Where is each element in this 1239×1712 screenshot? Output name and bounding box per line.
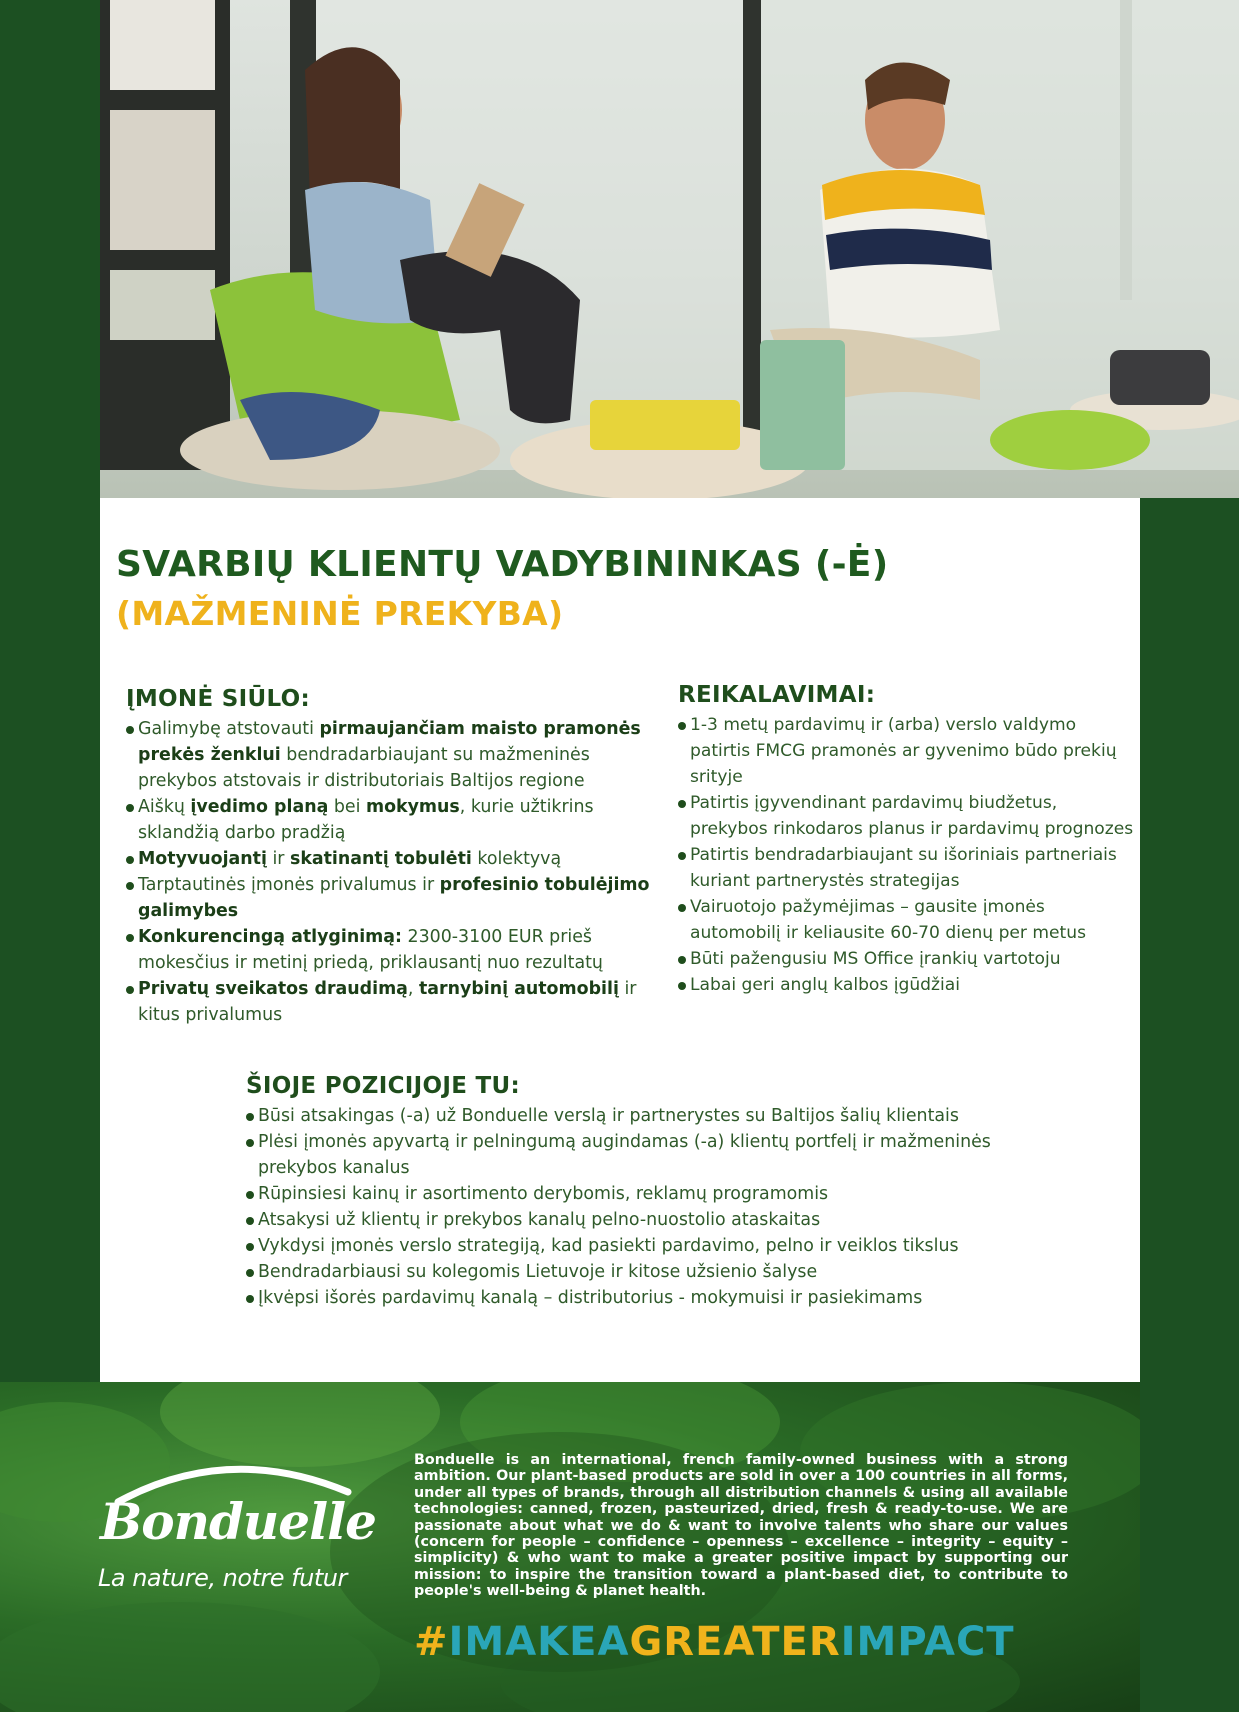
offer-item-text: ir [266, 849, 290, 869]
requirements-section [678, 682, 1136, 998]
bonduelle-logo [98, 1452, 376, 1602]
requirement-item: Labai geri anglų kalbos įgūdžiai [678, 972, 1136, 998]
role-heading: ŠIOJE POZICIJOJE TU: [246, 1073, 520, 1099]
offer-item-text: ir kitus privalumus [138, 979, 637, 1025]
offer-item [126, 872, 666, 924]
requirement-item: Būti pažengusiu MS Office įrankių vartotoju [678, 946, 1136, 972]
offer-item [126, 794, 666, 846]
hashtag-symbol: # [414, 1619, 449, 1665]
role-item: Įkvėpsi išorės pardavimų kanalą – distributorius - mokymuisi ir pasiekimams [246, 1285, 1046, 1311]
offer-section [126, 686, 666, 1028]
requirement-item: Patirtis įgyvendinant pardavimų biudžetus, prekybos rinkodaros planus ir pardavimų prognozes [678, 790, 1136, 842]
offer-item-text: bei [328, 797, 366, 817]
offer-item-text: Galimybę atstovauti [138, 719, 320, 739]
offer-item-text: , kurie užtikrins sklandžią darbo pradžią [138, 797, 594, 843]
role-list [246, 1103, 1046, 1311]
hashtag-part-1: IMAKEA [448, 1619, 630, 1665]
offer-item-emphasis: Motyvuojantį [138, 849, 267, 869]
offer-item-text: , [407, 979, 419, 999]
requirement-item: Vairuotojo pažymėjimas – gausite įmonės automobilį ir keliausite 60-70 dienų per metus [678, 894, 1136, 946]
offer-heading: ĮMONĖ SIŪLO: [126, 686, 310, 712]
footer-banner [0, 1382, 1140, 1712]
office-scene-illustration [100, 0, 1239, 498]
hashtag-part-3: IMPACT [840, 1619, 1015, 1665]
requirements-list [678, 712, 1136, 998]
offer-item-emphasis: įvedimo planą [190, 797, 329, 817]
role-item: Rūpinsiesi kainų ir asortimento derybomis, reklamų programomis [246, 1181, 1046, 1207]
job-ad-card [100, 498, 1140, 1382]
requirements-heading: REIKALAVIMAI: [678, 682, 876, 708]
offer-item-text: Tarptautinės įmonės privalumus ir [138, 875, 440, 895]
logo-wordmark: Bonduelle [100, 1492, 376, 1551]
company-description: Bonduelle is an international, french family-owned business with a strong ambition. Our plant-based products are sold in over a 100 countries in all forms, under all types of brands, through all distribution channels & using all available technologies: canned, frozen, pasteurized, dried, fresh & ready-to-use. We are passionate about what we do & want to involve talents who share our values (concern for people – confidence – openness – excellence – integrity – equity – simplicity) & who want to make a greater positive impact by supporting our mission: to inspire the transition toward a plant-based diet, to contribute to people's well-being & planet health. [414, 1452, 1068, 1600]
offer-item-text: Aiškų [138, 797, 191, 817]
job-title: SVARBIŲ KLIENTŲ VADYBININKAS (-Ė) [116, 544, 889, 585]
offer-item-emphasis: Konkurencingą atlyginimą: [138, 927, 402, 947]
offer-item [126, 846, 666, 872]
role-item: Būsi atsakingas (-a) už Bonduelle verslą ir partnerystes su Baltijos šalių klientais [246, 1103, 1046, 1129]
campaign-hashtag [414, 1619, 1015, 1665]
role-item: Vykdysi įmonės verslo strategiją, kad pasiekti pardavimo, pelno ir veiklos tikslus [246, 1233, 1046, 1259]
hero-photo [100, 0, 1239, 498]
offer-item-emphasis: mokymus [365, 797, 460, 817]
offer-item-emphasis: tarnybinį automobilį [418, 979, 619, 999]
offer-item-text: kolektyvą [471, 849, 562, 869]
role-section [246, 1073, 1046, 1311]
role-item: Bendradarbiausi su kolegomis Lietuvoje ir kitose užsienio šalyse [246, 1259, 1046, 1285]
offer-list [126, 716, 666, 1028]
offer-item [126, 716, 666, 794]
offer-item-emphasis: Privatų sveikatos draudimą [138, 979, 408, 999]
offer-item-text: 2300-3100 EUR prieš mokesčius ir metinį priedą, priklausantį nuo rezultatų [138, 927, 603, 973]
job-subtitle: (MAŽMENINĖ PREKYBA) [116, 594, 564, 633]
right-green-strip [1140, 1382, 1239, 1712]
role-item: Atsakysi už klientų ir prekybos kanalų pelno-nuostolio ataskaitas [246, 1207, 1046, 1233]
requirement-item: Patirtis bendradarbiaujant su išoriniais partneriais kuriant partnerystės strategijas [678, 842, 1136, 894]
offer-item-text: bendradarbiaujant su mažmeninės prekybos atstovais ir distributoriais Baltijos regione [138, 745, 590, 791]
role-item: Plėsi įmonės apyvartą ir pelningumą augindamas (-a) klientų portfelį ir mažmeninės prekybos kanalus [246, 1129, 1046, 1181]
offer-item [126, 976, 666, 1028]
requirement-item: 1-3 metų pardavimų ir (arba) verslo valdymo patirtis FMCG pramonės ar gyvenimo būdo prekių srityje [678, 712, 1136, 790]
offer-item [126, 924, 666, 976]
offer-item-emphasis: pirmaujančiam maisto pramonės prekės ženklui [138, 719, 641, 765]
offer-item-emphasis: profesinio tobulėjimo galimybes [138, 875, 650, 921]
offer-item-emphasis: skatinantį tobulėti [289, 849, 472, 869]
logo-tagline: La nature, notre futur [98, 1564, 347, 1592]
hashtag-part-2: GREATER [629, 1619, 841, 1665]
